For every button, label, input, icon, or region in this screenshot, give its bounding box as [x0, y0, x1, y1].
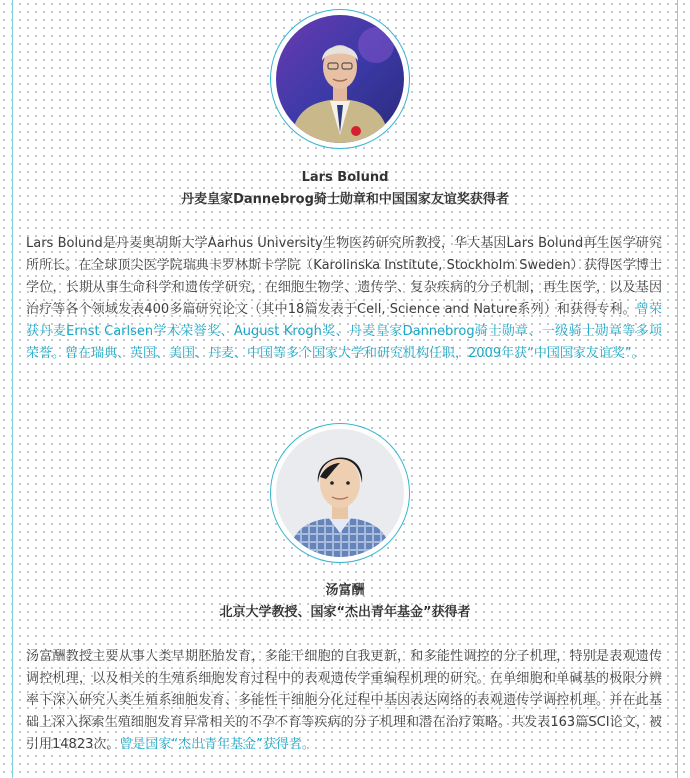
portrait-photo-tang-fuchou — [276, 429, 404, 557]
profile-title: 北京大学教授、国家“杰出青年基金”获得者 — [219, 605, 471, 620]
bio-highlight: 曾是国家“杰出青年基金”获得者。 — [119, 737, 315, 752]
avatar-tang-fuchou — [270, 423, 410, 563]
portrait-tang-fuchou-icon — [276, 429, 404, 557]
portrait-lars-bolund-icon — [276, 15, 404, 143]
profile-title: 丹麦皇家Dannebrog骑士勋章和中国国家友谊奖获得者 — [181, 192, 509, 207]
bio-text: Lars Bolund是丹麦奥胡斯大学Aarhus University生物医药研究所教授，华大基因Lars Bolund再生医学研究所所长。在全球顶尖医学院瑞典卡罗林斯卡学院（Karolinska Institute, Stockholm Sweden）获得医学博士学位，长期从事生命科学和遗传学研究，在细胞生物学、遗传学、复杂疾病的分子机制，再生医学，以及基因治疗等各个领域发表400多篇研究论文（其中18篇发表于Cell, Science and Nature系列）和获得专利。 — [26, 236, 662, 317]
profile-name: 汤富酬 — [325, 583, 365, 598]
bio-highlight: 曾荣获丹麦Ernst Carlsen学术荣誉奖、August Krogh奖、丹麦皇家Dannebrog骑士勋章、一级骑士勋章等多项荣誉。曾在瑞典、英国、美国、丹麦、中国等多个国家大学和研究机构任职，2009年获“中国国家友谊奖”。 — [26, 302, 662, 361]
bio-text: 汤富酬教授主要从事人类早期胚胎发育，多能干细胞的自我更新，和多能性调控的分子机理，特别是表观遗传调控机理，以及相关的生殖系细胞发育过程中的表观遗传学重编程机理的研究。在单细胞和单碱基的极限分辨率下深入研究人类生殖系细胞发育、多能性干细胞分化过程中基因表达网络的表观遗传学调控机理。并在此基础上深入探索生殖细胞发育异常相关的不孕不育等疾病的分子机理和潜在治疗策略。共发表163篇SCI论文，被引用14823次。 — [26, 649, 662, 752]
profile-bio — [26, 233, 662, 365]
portrait-photo-lars-bolund — [276, 15, 404, 143]
avatar-lars-bolund — [270, 9, 410, 149]
profile-bio — [26, 646, 662, 756]
profile-name: Lars Bolund — [301, 170, 389, 185]
